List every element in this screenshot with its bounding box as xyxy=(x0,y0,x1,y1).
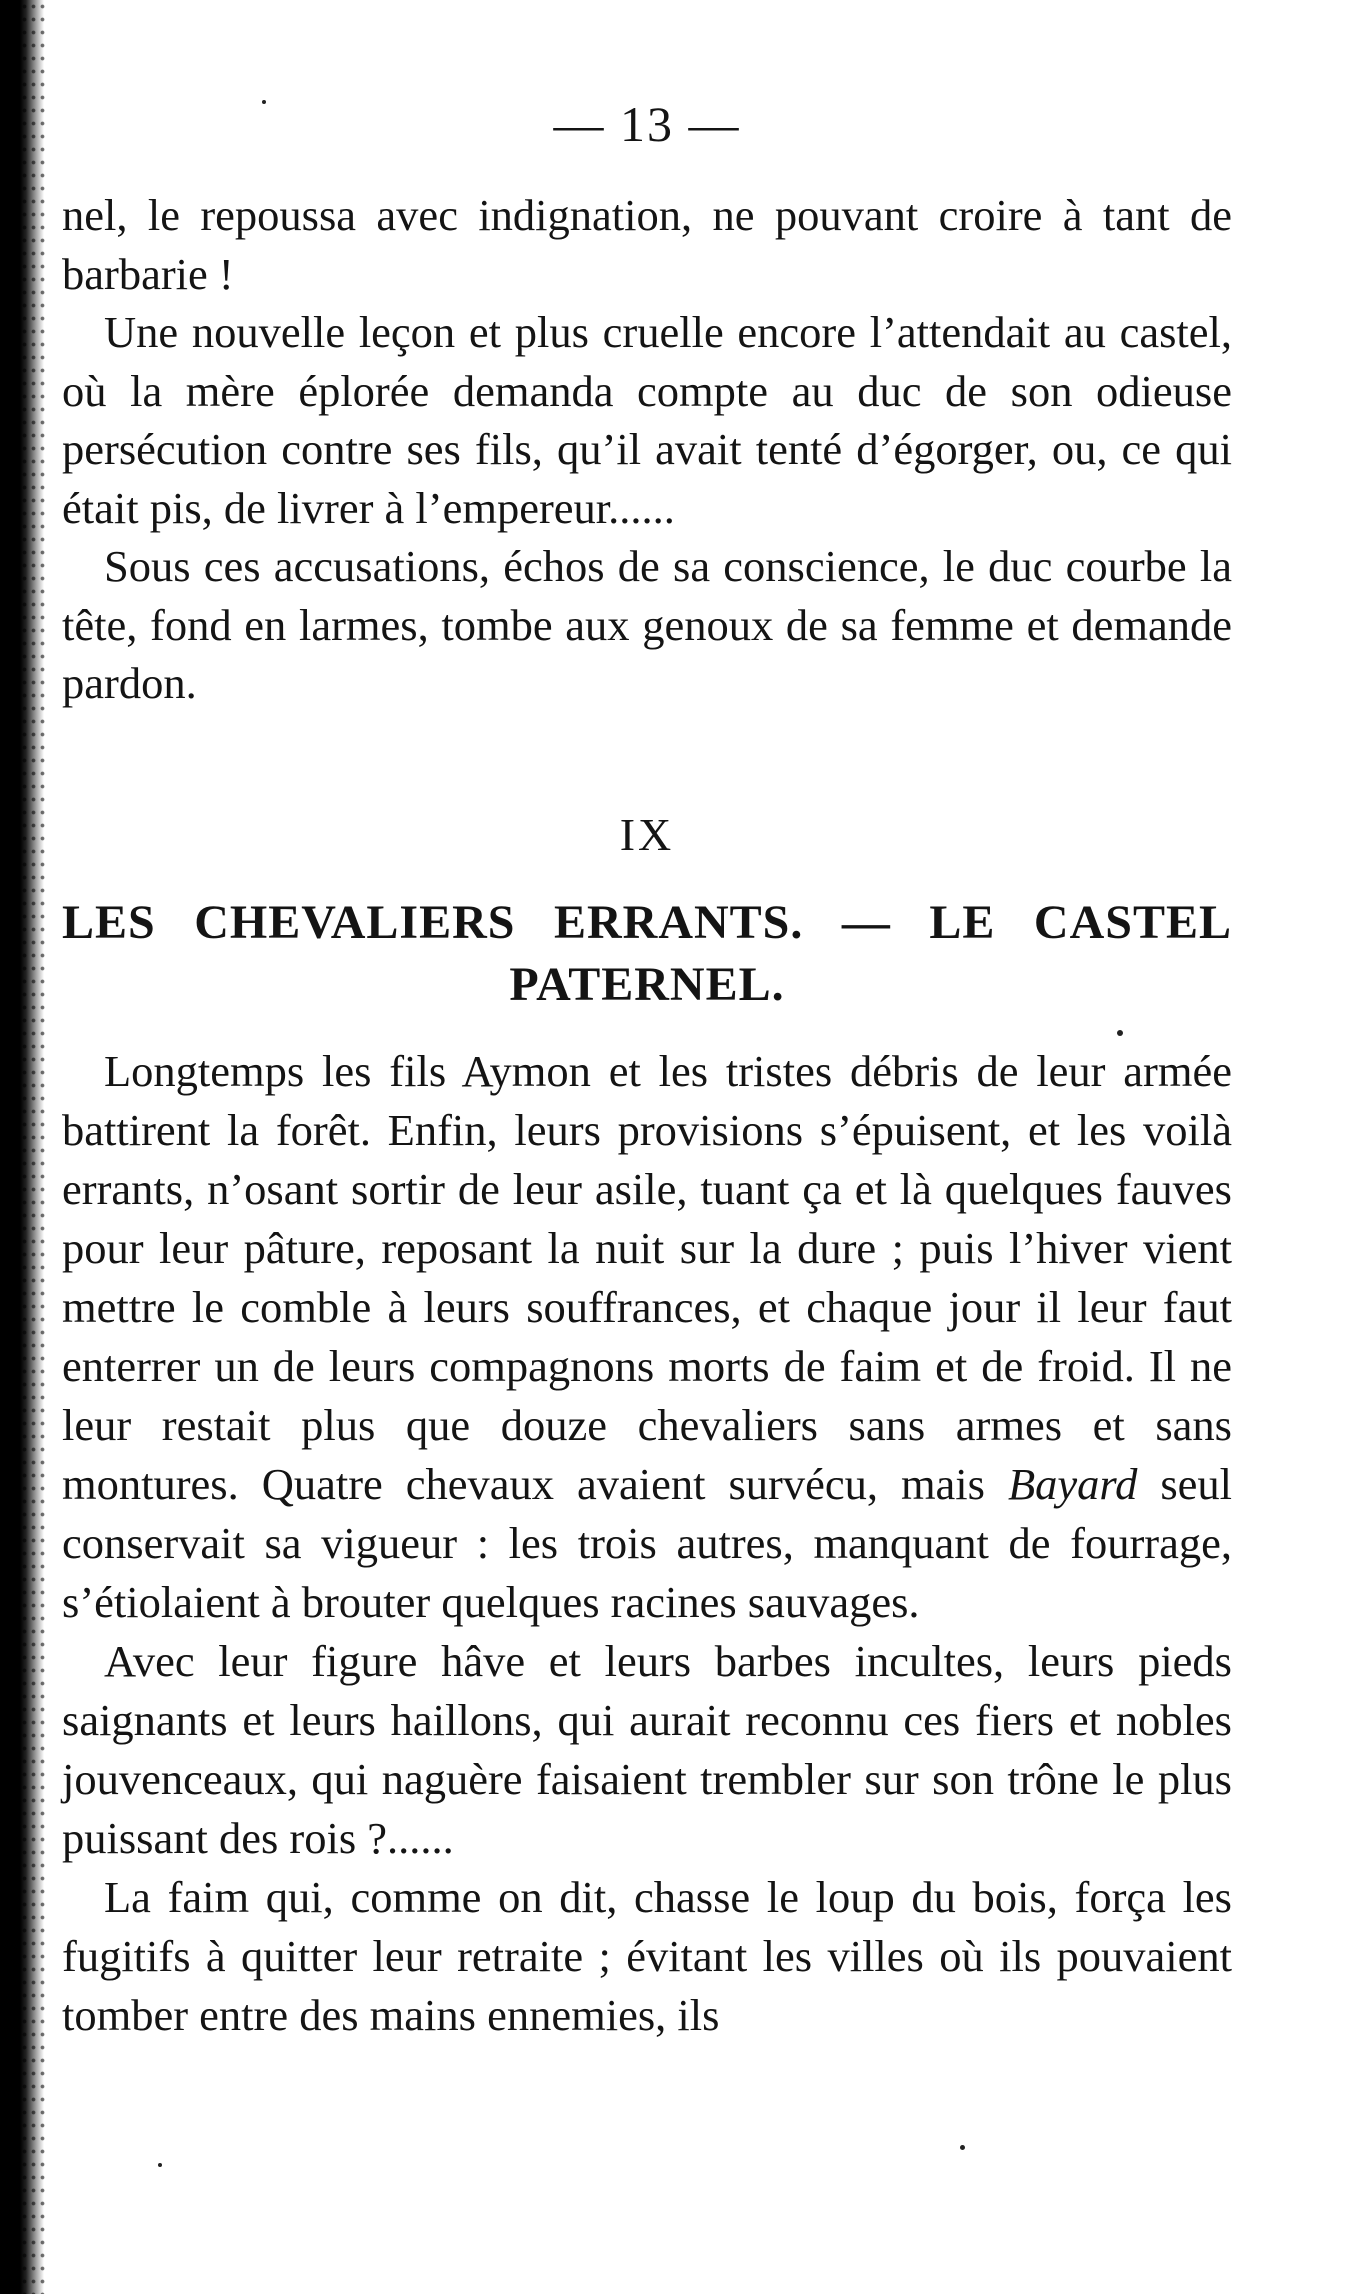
print-speck xyxy=(158,2163,162,2167)
paragraph-text: seul conservait sa vigueur : les trois autres, manquant de fourrage, s’étiolaient à brouter quelques racines sauvages. xyxy=(62,1459,1233,1627)
paragraph-text: Longtemps les fils Aymon et les tristes débris de leur armée battirent la forêt. Enfin, leurs provisions s’épuisent, et les voilà errants, n’osant sortir de leur asile, tuant ça et là quelques fauves pour leur pâture, reposant la nuit sur la dure ; puis l’hiver vient mettre le comble à leurs souffrances, et chaque jour il leur faut enterrer un de leurs compagnons morts de faim et de froid. Il ne leur restait plus que douze chevaliers sans armes et sans montures. Quatre chevaux avaient survécu, mais xyxy=(62,1046,1232,1509)
chapter-title xyxy=(62,892,1232,1016)
chapter-text-block xyxy=(62,1042,1232,2045)
section-number: IX xyxy=(619,809,675,860)
spine-noise xyxy=(20,0,48,2294)
paragraph xyxy=(62,1042,1232,1632)
book-page xyxy=(62,0,1232,2294)
horse-name: Bayard xyxy=(1007,1459,1138,1509)
paragraph: Avec leur figure hâve et leurs barbes incultes, leurs pieds saignants et leurs haillons, qui aurait reconnu ces fiers et nobles jouvenceaux, qui naguère faisaient trembler sur son trône le plus puissant des rois ?...... xyxy=(62,1636,1232,1863)
paragraph: Une nouvelle leçon et plus cruelle encore l’attendait au castel, où la mère éplorée demanda compte au duc de son odieuse persécution contre ses fils, qu’il avait tenté d’égorger, ou, ce qui était pis, de livrer à l’empereur...... xyxy=(62,307,1232,533)
paragraph: Sous ces accusations, échos de sa conscience, le duc courbe la tête, fond en larmes, tombe aux genoux de sa femme et demande pardon. xyxy=(62,541,1232,708)
print-speck xyxy=(960,2145,965,2150)
print-speck xyxy=(1117,1030,1123,1036)
chapter-title-line-1: LES CHEVALIERS ERRANTS. — LE CASTEL xyxy=(62,896,1232,949)
paragraph: La faim qui, comme on dit, chasse le loup du bois, força les fugitifs à quitter leur retraite ; évitant les villes où ils pouvaient tomber entre des mains ennemies, ils xyxy=(62,1872,1232,2040)
print-speck xyxy=(262,100,266,104)
paragraph-continuation: nel, le repoussa avec indignation, ne pouvant croire à tant de barbarie ! xyxy=(62,190,1232,299)
page-number: — 13 — xyxy=(553,96,741,152)
chapter-title-line-2: PATERNEL. xyxy=(509,958,785,1011)
top-text-block xyxy=(62,186,1232,713)
